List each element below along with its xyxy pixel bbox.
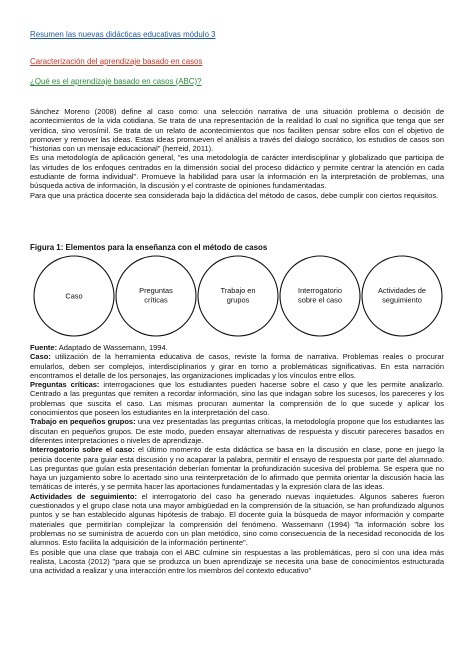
closing-text: Es posible que una clase que trabaja con el ABC culmine sin respuestas a las problemáticas, pero sí con una idea más realista, Lacosta (2012) "para que se produzca un buen aprendizaje se necesita una base de conocimientos estructurada una actividad a realizar y una interacción entre los miembros del contexto educativo" [30, 547, 444, 576]
circle-label: críticas [144, 295, 168, 305]
section-paragraph [30, 417, 444, 445]
circle-label: Caso [65, 291, 83, 301]
source-line [30, 343, 444, 352]
intro-paragraph-2: Es una metodología de aplicación general, "es una metodología de carácter interdisciplinar y globalizado que participa de las virtudes de los enfoques centrados en la dimensión social del proceso didáctico y permite centrar la atención en cada estudiante de forma individual". Promueve la habilidad para usar la información en la interpretación de problemas, una búsqueda activa de información, la discusión y el contraste de opiniones fundamentadas. [30, 153, 444, 191]
section-paragraph [30, 445, 444, 491]
closing-paragraph [30, 548, 444, 576]
section-term: Caso: [30, 352, 51, 362]
section-term: Interrogatorio sobre el caso: [30, 445, 135, 455]
section-term: Trabajo en pequeños grupos: [30, 417, 136, 427]
section-text: el interrogatorio del caso ha generado nuevas inquietudes. Algunos saberes fueron cuestionados y el grupo clase nota una mayor ambigüedad en la comprensión de la situación, se han profundizado algunos puntos y se han establecido algunas hipótesis de trabajo. El docente guía la búsqueda de mayor información y comparte materiales que permitirían complejizar la comprensión del fenómeno. Wassemann (1994) "la información sobre los problemas no se suministra de acuerdo con un plan metódico, sino como consecuencia de la necesidad reconocida de los alumnos. Esto facilita la adquisición de la información pertinente". [30, 491, 444, 548]
source-text: Adaptado de Wassemann, 1994. [57, 343, 168, 352]
circle-label: sobre el caso [298, 295, 342, 305]
cases-method-diagram [30, 254, 444, 338]
circle-label: seguimiento [382, 295, 422, 305]
section-heading: Caracterización del aprendizaje basado en casos [30, 57, 203, 66]
section-term: Preguntas críticas: [30, 380, 100, 390]
intro-paragraph-1: Sánchez Moreno (2008) define al caso como: una selección narrativa de una situación problema o decisión de acontecimientos de la vida cotidiana. Se trata de una representación de la realidad lo cual no significa que tenga que ser verídica, sino verosímil. Se trata de un relato de acontecimientos que nos faciliten pensar sobre ellos con el objetivo de promover y remover las ideas. Estas ideas promueven el análisis a través del dialogo socrático, los estudios de casos son "historias con un mensaje educacional" (herreid, 2011). [30, 107, 444, 154]
circle-label: Preguntas [139, 286, 173, 295]
circle-label: grupos [226, 295, 250, 305]
circle-label: Actividades de [377, 286, 427, 295]
explanations-block [30, 343, 444, 575]
intro-paragraph-3: Para que una práctica docente sea considerada bajo la didáctica del método de casos, debe cumplir con ciertos requisitos. [30, 190, 439, 200]
section-text: interrogaciones que los estudiantes pueden hacerse sobre el caso y que les permite analizarlo. Centrado a las preguntas que remiten a recordar información, sino las que indagan sobre los sucesos, los pareceres y los problemas que suscita el caso. Las mismas procuran aumentar la comprensión de lo que sucede y aplicar los conocimientos que poseen los estudiantes en la interpretación del caso. [30, 380, 444, 418]
section-text: utilización de la herramienta educativa de casos, reviste la forma de narrativa. Problemas reales o procurar emularlos, deben ser complejos, interdisciplinarios y girar en torno a problemáticas significativas. En esta narración encontramos el detalle de los personajes, las organizaciones implicadas y los vínculos entre ellos. [30, 352, 444, 380]
circle-label: Trabajo en [220, 286, 256, 295]
circle-label: Interrogatorio [298, 286, 342, 295]
figure-caption: Figura 1: Elementos para la enseñanza con el método de casos [30, 243, 268, 252]
section-paragraph [30, 352, 444, 380]
intro-block [30, 107, 444, 200]
section-text: el último momento de esta didáctica se basa en la discusión en clase, pone en juego la pericia docente para guiar esta discusión y no acaparar la palabra, permitir el ensayo de respuesta por parte del alumnado. Las preguntas que guían esta presentación deberían fomentar la profundización sucesiva del problema. Se espera que no haya un juzgamiento sobre lo acertado sino una reinterpretación de lo afirmado que permita orientar la discusión hacia las temáticas de interés, y se permita hacer las aportaciones fundamentadas y la expresión clara de las ideas. [30, 445, 444, 492]
section-paragraph [30, 380, 444, 417]
section-term: Actividades de seguimiento: [30, 491, 137, 501]
source-label: Fuente: [30, 343, 58, 352]
document-title: Resumen las nuevas didácticas educativas módulo 3 [30, 30, 216, 39]
subsection-question: ¿Qué es el aprendizaje basado en casos (ABC)? [30, 77, 202, 86]
section-text: una vez presentadas las preguntas críticas, la metodología propone que los estudiantes las discutan en pequeños grupos. De este modo, pueden ensayar alternativas de respuesta y discutir pareceres basados en diferentes interpretaciones o niveles de aprendizaje. [30, 417, 445, 445]
section-paragraph [30, 492, 444, 548]
